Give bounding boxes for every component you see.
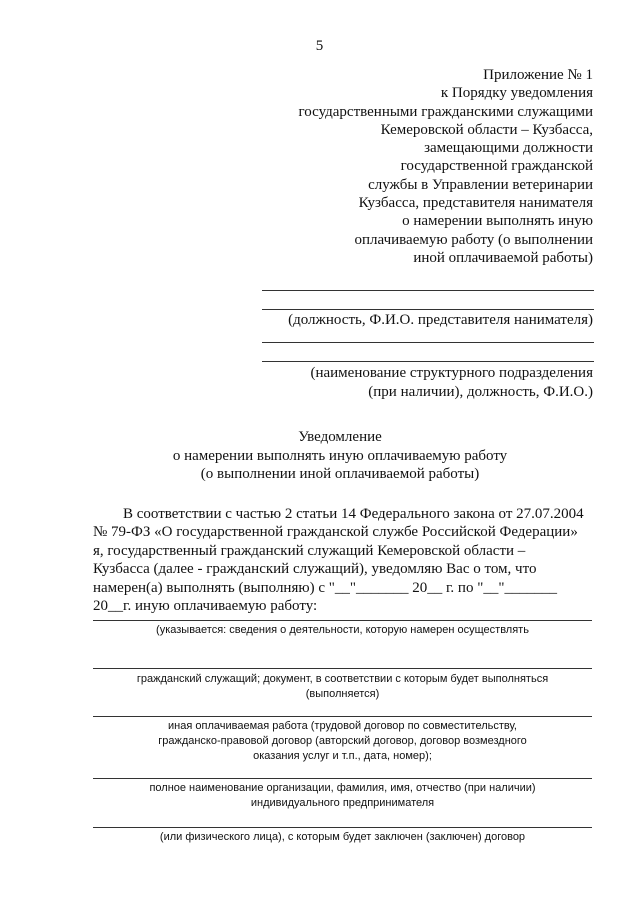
title-line: о намерении выполнять иную оплачиваемую работу <box>172 447 508 464</box>
work-blank-line <box>93 827 592 828</box>
body-line: намерен(а) выполнять (выполняю) с "__"_______ 20__ г. по "__"_______ <box>93 579 557 596</box>
appendix-header <box>298 66 593 267</box>
sender-caption-line: (при наличии), должность, Ф.И.О.) <box>368 383 593 400</box>
title-line: Уведомление <box>298 429 382 445</box>
sender-blank-line <box>262 342 594 343</box>
appendix-line: Кузбасса, представителя нанимателя <box>358 195 593 212</box>
work-blank-line <box>93 716 592 717</box>
hint-line: гражданский служащий; документ, в соответствии с которым будет выполняться <box>136 673 549 685</box>
recipient-blank-line <box>262 290 594 291</box>
hint-line: (или физического лица), с которым будет заключен (заключен) договор <box>159 831 526 843</box>
sender-caption <box>310 364 593 401</box>
work-hint <box>93 623 592 638</box>
work-blank-line <box>93 668 592 669</box>
appendix-line: Приложение № 1 <box>483 67 593 83</box>
work-hint <box>93 672 592 702</box>
body-line: Кузбасса (далее - гражданский служащий), уведомляю Вас о том, что <box>93 561 537 578</box>
body-line: 20__г. иную оплачиваемую работу: <box>93 598 318 615</box>
hint-line: полное наименование организации, фамилия, имя, отчество (при наличии) <box>149 782 536 794</box>
work-blank-line <box>93 620 592 621</box>
appendix-line: государственными гражданскими служащими <box>298 103 593 120</box>
recipient-caption: (должность, Ф.И.О. представителя нанимателя) <box>288 312 593 328</box>
recipient-blank-line <box>262 309 594 310</box>
body-line: я, государственный гражданский служащий Кемеровской области – <box>93 542 526 559</box>
appendix-line: службы в Управлении ветеринарии <box>368 176 593 193</box>
title-line: (о выполнении иной оплачиваемой работы) <box>200 466 480 482</box>
sender-blank-line <box>262 361 594 362</box>
appendix-line: замещающими должности <box>424 140 593 157</box>
body-line: № 79-ФЗ «О государственной гражданской службе Российской Федерации» <box>93 524 578 541</box>
appendix-line: о намерении выполнять иную <box>402 213 593 230</box>
appendix-line: государственной гражданской <box>400 158 593 175</box>
work-hint <box>93 830 592 845</box>
appendix-line: оплачиваемую работу (о выполнении <box>354 231 593 248</box>
body-line: В соответствии с частью 2 статьи 14 Федерального закона от 27.07.2004 <box>123 506 584 522</box>
page-number: 5 <box>315 38 324 54</box>
document-title <box>0 428 639 484</box>
hint-line: (выполняется) <box>305 688 380 700</box>
hint-line: (указывается: сведения о деятельности, которую намерен осуществлять <box>156 624 529 636</box>
hint-line: индивидуального предпринимателя <box>250 797 435 809</box>
appendix-line: иной оплачиваемой работы) <box>413 249 593 266</box>
notification-body <box>93 505 592 615</box>
hint-line: иная оплачиваемая работа (трудовой договор по совместительству, <box>168 720 517 732</box>
appendix-line: к Порядку уведомления <box>440 85 593 102</box>
work-hint <box>93 719 592 764</box>
work-blank-line <box>93 778 592 779</box>
sender-caption-line: (наименование структурного подразделения <box>310 365 593 381</box>
hint-line: гражданско-правовой договор (авторский договор, договор возмездного <box>158 735 527 747</box>
work-hint <box>93 781 592 811</box>
appendix-line: Кемеровской области – Кузбасса, <box>380 121 593 138</box>
hint-line: оказания услуг и т.п., дата, номер); <box>253 750 432 762</box>
